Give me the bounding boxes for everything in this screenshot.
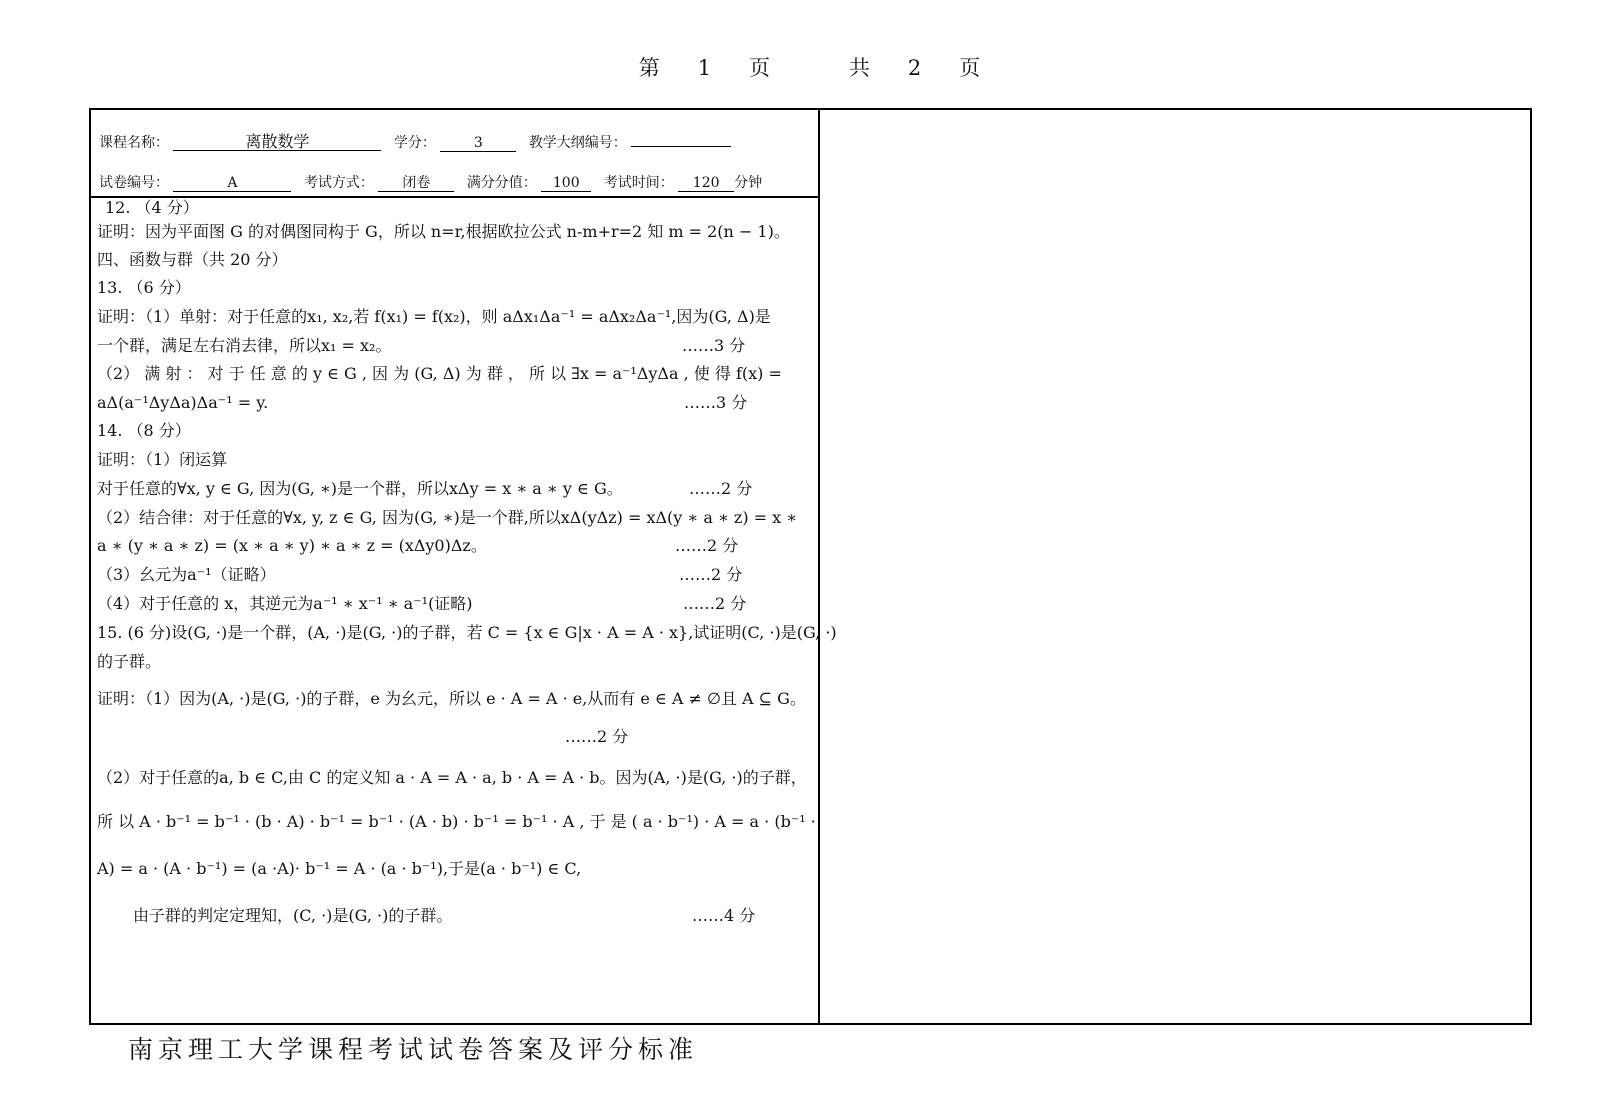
- q14-line-5: （3）幺元为a⁻¹（证略）: [97, 565, 276, 584]
- page-label-ye: 页: [749, 56, 773, 80]
- q15-line-4: A) = a · (A · b⁻¹) = (a ·A)· b⁻¹ = A · (a · b⁻¹),于是(a · b⁻¹) ∈ C,: [97, 859, 582, 878]
- score-mark: ……3 分: [682, 336, 746, 355]
- syllabus-value: [631, 146, 731, 147]
- header-row-2: [99, 172, 762, 192]
- paper-value: A: [173, 175, 291, 192]
- page-current: 1: [697, 56, 714, 80]
- score-mark: ……3 分: [684, 393, 748, 412]
- footer-title: 南京理工大学课程考试试卷答案及评分标准: [128, 1035, 699, 1064]
- page-label-gong: 共: [848, 56, 872, 80]
- credit-value: 3: [440, 135, 516, 152]
- q13-line-2: 一个群，满足左右消去律，所以x₁ = x₂。: [97, 336, 392, 355]
- q14-line-6: （4）对于任意的 x，其逆元为a⁻¹ ∗ x⁻¹ ∗ a⁻¹(证略): [97, 594, 473, 613]
- paper-label: 试卷编号：: [99, 175, 169, 191]
- mode-label: 考试方式：: [303, 175, 374, 191]
- syllabus-label: 教学大纲编号：: [528, 135, 627, 151]
- q12-title: 12. （4 分）: [105, 198, 199, 217]
- exam-header: [91, 110, 818, 198]
- q15-line-1: 证明：（1）因为(A, ·)是(G, ·)的子群，e 为幺元，所以 e · A = A · e,从而有 e ∈ A ≠ ∅且 A ⊆ G。: [97, 689, 806, 708]
- q13-line-3: （2） 满 射 ： 对 于 任 意 的 y ∈ G , 因 为 (G, Δ) 为 群 ， 所 以 ∃x = a⁻¹ΔyΔa , 使 得 f(x) =: [97, 364, 782, 383]
- mode-value: 闭卷: [378, 175, 454, 192]
- page-total: 2: [907, 56, 924, 80]
- page-number: [0, 52, 1621, 82]
- q15-title: 15. (6 分)设(G, ·)是一个群，(A, ·)是(G, ·)的子群，若 C = {x ∈ G|x · A = A · x},试证明(C, ·)是(G, ·): [97, 623, 837, 642]
- full-score-value: 100: [541, 175, 591, 192]
- page-label-ye2: 页: [959, 56, 983, 80]
- score-mark: ……2 分: [689, 479, 753, 498]
- score-mark: ……2 分: [565, 727, 629, 746]
- column-divider: [818, 108, 820, 1025]
- q14-line-3: （2）结合律：对于任意的∀x, y, z ∈ G, 因为(G, ∗)是一个群,所以xΔ(yΔz) = xΔ(y ∗ a ∗ z) = x ∗: [97, 508, 798, 527]
- time-value: 120: [678, 175, 734, 192]
- q13-line-4: aΔ(a⁻¹ΔyΔa)Δa⁻¹ = y.: [97, 393, 269, 412]
- q13-title: 13. （6 分）: [97, 278, 191, 297]
- header-row-1: [99, 132, 739, 152]
- q14-line-1: 证明：（1）闭运算: [97, 450, 228, 469]
- q14-line-2: 对于任意的∀x, y ∈ G, 因为(G, ∗)是一个群，所以xΔy = x ∗ a ∗ y ∈ G。: [97, 479, 623, 498]
- time-unit: 分钟: [734, 175, 763, 191]
- score-mark: ……2 分: [675, 536, 739, 555]
- time-label: 考试时间：: [603, 175, 674, 191]
- q15-line-2: （2）对于任意的a, b ∈ C,由 C 的定义知 a · A = A · a, b · A = A · b。因为(A, ·)是(G, ·)的子群，: [97, 768, 807, 787]
- q14-title: 14. （8 分）: [97, 421, 191, 440]
- page-label-di: 第: [638, 56, 662, 80]
- q15-line-3: 所 以 A · b⁻¹ = b⁻¹ · (b · A) · b⁻¹ = b⁻¹ · (A · b) · b⁻¹ = b⁻¹ · A , 于 是 ( a · b⁻¹) · A = a · (b⁻¹ ·: [97, 812, 816, 831]
- q12-proof: 证明：因为平面图 G 的对偶图同构于 G，所以 n=r,根据欧拉公式 n-m+r=2 知 m = 2(n − 1)。: [97, 222, 790, 241]
- score-mark: ……2 分: [679, 565, 743, 584]
- section-four-title: 四、函数与群（共 20 分）: [97, 250, 288, 269]
- q13-line-1: 证明：（1）单射：对于任意的x₁, x₂,若 f(x₁) = f(x₂)，则 aΔx₁Δa⁻¹ = aΔx₂Δa⁻¹,因为(G, Δ)是: [97, 307, 771, 326]
- score-mark: ……4 分: [692, 906, 756, 925]
- credit-label: 学分：: [393, 135, 436, 151]
- score-mark: ……2 分: [683, 594, 747, 613]
- exam-frame: [89, 108, 1532, 1025]
- course-label: 课程名称：: [99, 135, 169, 151]
- q15-title-cont: 的子群。: [97, 652, 162, 671]
- q14-line-4: a ∗ (y ∗ a ∗ z) = (x ∗ a ∗ y) ∗ a ∗ z = (xΔy0)Δz。: [97, 536, 487, 555]
- full-score-label: 满分分值：: [466, 175, 537, 191]
- q15-line-5: 由子群的判定定理知，(C, ·)是(G, ·)的子群。: [133, 906, 453, 925]
- course-name: 离散数学: [173, 134, 381, 151]
